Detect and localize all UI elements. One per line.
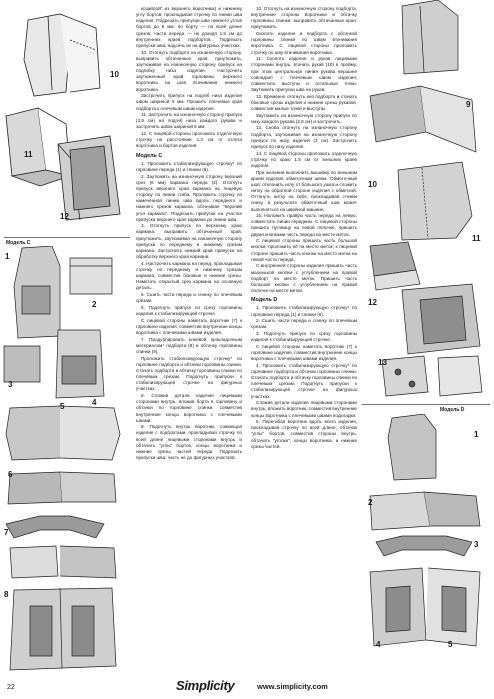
figure-number: 1 xyxy=(474,430,479,439)
instruction-paragraph: 2. Заутюжить на изнаночную сторону верхний срез (6 мм) кармана переда (2). Отогнуть припуск верхнего края кармана на лицевую сторону по линии сгиба. Проложить строчку по намеченной линии шва вдоль переднего и нижнего срезов кармана, обтачивая "верхний угол кармана". Подрезать припуски на участке припуска верхнего края кармана до линии шва. xyxy=(136,173,242,222)
fig-7-drawing xyxy=(6,516,104,538)
instruction-paragraph: 12. С лицевой стороны проложить отделочную строчку на расстоянии 1,3 см от отлета воротника и бортов изделия. xyxy=(136,131,242,149)
figure-number: 3 xyxy=(8,380,13,389)
instruction-paragraph: 7. Продублировать клеевой прокладочным материалом* подборта (8) и обтачку горловины спинки (9). xyxy=(136,336,242,354)
instruction-paragraph: 6. Подогнуть припуск по срезу горловины изделия к стабилизирующей строчке. xyxy=(136,304,242,316)
instruction-paragraph: С лицевой стороны пришить часть большой кнопки, проложить её на место меток; к лицевой стороне пришить часть кнопки на место метки на левой части переда. xyxy=(251,238,357,262)
divider xyxy=(362,404,490,405)
instruction-column-1 xyxy=(136,6,242,462)
model-c-illustrations xyxy=(0,246,130,686)
instruction-paragraph: При желании выполнить вышивку по внешним краям изделия обметочным швом. Обметочный шов: отклонить иглу от большого ушка и сложить нитку на обратной стороне изделия с обметкой. Оттянуть нитку на себя, прокладывая стежки снизу, в результате обметочный шов может выполняться на швейной машине. xyxy=(251,169,357,212)
fig-6-drawing xyxy=(8,472,62,504)
figure-number: 1 xyxy=(5,252,10,261)
fig-11-drawing xyxy=(370,86,426,142)
figure-number: 4 xyxy=(92,398,97,407)
figure-number: 9 xyxy=(466,100,471,109)
model-c-label: Модель С xyxy=(6,240,31,246)
instruction-paragraph: 14. С лицевой стороны проложить отделочную строчку по краю 1,5 см от внешних краев изделия. xyxy=(251,150,357,168)
instruction-paragraph: Проложить стабилизирующую строчку* по горловине подборта и обтачки горловины спинки. Стачать подборта и обтачку горловины спинки по плечевым срезам. Подогнуть припуски к стабилизирующей строчке на фигурных участках. xyxy=(136,355,242,392)
instruction-paragraph: 11. Сколоть изделие и рукав лицевыми сторонами внутрь, втачать рукав (10) в пройму, при этом центральная линия рукава вершине совпадает с плечевым швом изделия; совместить выступы и остальные точки. Заутюжить припуски шва на рукав. xyxy=(251,56,357,93)
instruction-paragraph: 5. Перегибая воротник вдоль всего изделия, прокладывая строчку по всей длине, обтачав "углы" бортов, совместив стороны внутрь, обтачать "уголки", концы воротника, и нижние срезы частей. xyxy=(251,419,357,449)
fig-2-drawing xyxy=(370,492,430,530)
instruction-paragraph: 5. Сшить части переда и спинку по плечевым срезам. xyxy=(136,292,242,304)
instruction-paragraph: козайлой" из верхнего воротника) и нижнему углу бортов, прокладывая строчку по линии шва изделия. Подрезать припуски шва нижнего углов бортов до 6 мм: по борту — по всей длине срезов, части переда — не доходя 1,5 см до внутренних краев подбортов. Подрезать припуски шва; надсечь их на фигурных участках. xyxy=(136,6,242,48)
instruction-paragraph: 10. Отогнуть на изнаночную сторону подборта, внутренние стороны воротника и обтачку горловины спинки, выправить обтачанные края: приутюжить. xyxy=(251,6,357,30)
instruction-paragraph: 15. Наложить правую часть переда на левую, совместить линии середины. С лицевой стороны пришить пуговицу на левой полочке, пришить двумя кнопками часть переда на месте меток. xyxy=(251,213,357,237)
instruction-paragraph: 3. Подогнуть припуск по срезу горловины изделия к стабилизирующей строчке. xyxy=(251,330,357,343)
website-url: www.simplicity.com xyxy=(257,682,328,691)
fig-12-drawing xyxy=(398,162,472,240)
figure-number: 2 xyxy=(92,300,97,309)
figure-number: 11 xyxy=(472,234,481,243)
figure-number: 12 xyxy=(368,298,377,307)
fig-3-drawing xyxy=(4,346,40,382)
instruction-paragraph: Застрочить припуск на подгиб низа изделия швом шириной 6 мм. Прошить плечевые края подборта к плечевым швам изделия. xyxy=(136,93,242,111)
figure-number: 7 xyxy=(4,528,9,537)
instruction-column-2 xyxy=(251,6,357,450)
figure-number: 5 xyxy=(448,640,453,649)
figure-number: 5 xyxy=(60,402,65,411)
instruction-paragraph: 12. Временно отогнуть низ подборта и стачать боковые срезы изделия и нижние срезы рукавов, совместив малые точки и выступы. xyxy=(251,93,357,111)
figure-number: 4 xyxy=(376,640,381,649)
instruction-paragraph: 11. Застрочить на изнаночную сторону припуск (3,8 см) на подгиб низа каждого рукава и застрочить швом шириной 6 мм. xyxy=(136,112,242,130)
instruction-paragraph: Сложив детали изделия лицевыми сторонами внутрь, вложить воротник, совместив внутренние концы воротника с плечевыми швами подкладки. xyxy=(251,400,357,418)
divider xyxy=(4,237,130,238)
instruction-paragraph: 8. Сложив детали изделия лицевыми сторонами внутрь, вложив борта в горловину и обтачки по горловине спинки, совместив внутренние концы воротника с плечевыми швами. xyxy=(136,393,242,423)
fig-3-drawing xyxy=(376,536,472,556)
fig-1-drawing xyxy=(388,414,436,480)
figure-number: 10 xyxy=(368,180,377,189)
fig-15-drawing xyxy=(382,356,428,396)
instruction-paragraph: 9. Подогнуть внутрь воротник, совмещая изделие с подбортами, прокладывая строчку по всей длине лицевыми сторонами внутрь и обтачать "углы" бортов, концы воротника и нижние срезы частей переда. Подрезать припуски шва: часть не до фигурных участков. xyxy=(136,424,242,461)
instruction-paragraph: 4. Настрочить кармана на перед, прокладывая строчку по переднему и нижнему срезам кармана, совместив боковые и нижние срезы. Наметать открытый срез кармана на основную деталь. xyxy=(136,260,242,291)
figure-number: 13 xyxy=(378,358,387,367)
instruction-paragraph: Заутюжить на изнаночную сторону припуск по низу каждого рукава (2,8 см) и застрочить. xyxy=(251,112,357,124)
figure-number: 3 xyxy=(474,540,479,549)
instruction-paragraph: 1. Проложить стабилизирующую строчку* по горловине переда (1) и спинки (6). xyxy=(251,305,357,317)
section-heading-model-c: Модель С xyxy=(136,152,163,159)
instruction-paragraph: 1. Проложить стабилизирующую строчку* по горловине переда (1) и спинки (6). xyxy=(136,160,242,172)
fig-9-drawing xyxy=(10,588,116,670)
fig-10-drawing xyxy=(402,0,458,74)
figure-number: 12 xyxy=(60,212,69,221)
fig-5-drawing xyxy=(6,406,66,460)
model-d-illustrations xyxy=(362,414,492,674)
right-illustrations xyxy=(362,0,492,400)
page-number: 22 xyxy=(7,684,15,691)
instruction-paragraph: 13. Снова отогнуть на изнаночную сторону подборта, заутюживая на изнаночную сторону припуск по низу изделия (3 см). Застрочить припуск по низу изделия. xyxy=(251,125,357,149)
figure-number: 11 xyxy=(24,150,33,159)
figure-number: 2 xyxy=(368,498,373,507)
section-heading-model-d: Модель D xyxy=(251,297,278,304)
instruction-paragraph: С лицевой стороны наметать воротник (7) к горловине изделия, совместив внутренние концы воротника с плечевыми швами изделия. xyxy=(251,343,357,362)
instruction-paragraph: Сколоть изделие и подборта с обтачкой горловины спинки по швам втачивания воротника. С лицевой стороны проложить строчку по шву втачивания воротника. xyxy=(251,31,357,55)
instruction-paragraph: С внутренней стороны изделия пришить часть маленькой кнопки с углублением на правой подборт на месте меток. Пришить часть большой кнопки с углублением на правой полочке на месте метки. xyxy=(251,263,357,294)
model-d-label: Модель D xyxy=(440,407,465,413)
fig-2-drawing xyxy=(70,258,112,294)
instruction-paragraph: 2. Сшить части переда и спинку по плечевым срезам. xyxy=(251,318,357,330)
instruction-paragraph: 4. Проложить стабилизирующую строчку* по горловине подборта и обтачки горловины спинки. Стачать подборта и обтачку горловины спинки по плечевым срезам. Подогнуть припуски к стабилизирующей строчке на фигурных участках. xyxy=(251,362,357,399)
figure-number: 10 xyxy=(110,70,119,79)
instruction-paragraph: 10. Отогнуть подборта на изнаночную сторону, выправить обтачанные края, приутюжить, заутюживая на изнаночную сторону припуск на подгибку низа изделия. Настрочить заутюженный край горловины верхнего воротника на шов втачивания нижнего воротника. xyxy=(136,49,242,92)
fig-8-drawing xyxy=(10,546,58,578)
instruction-paragraph: С лицевой стороны наметать воротник (7) к горловине изделия, совместив внутренние концы воротника с плечевыми швами изделия. xyxy=(136,317,242,335)
instruction-paragraph: 3. Отогнуть припуск по верхнему краю кармана, выправить обтачанный край, приутюжить, заутюживая на изнаночную сторону припуски по переднему и нижнему срезам кармана. Застрочить нижний край припуска на обработку верхнего края кармана. xyxy=(136,223,242,260)
figure-number: 6 xyxy=(8,470,13,479)
brand-logo: Simplicity xyxy=(176,678,235,693)
figure-number: 8 xyxy=(4,590,9,599)
